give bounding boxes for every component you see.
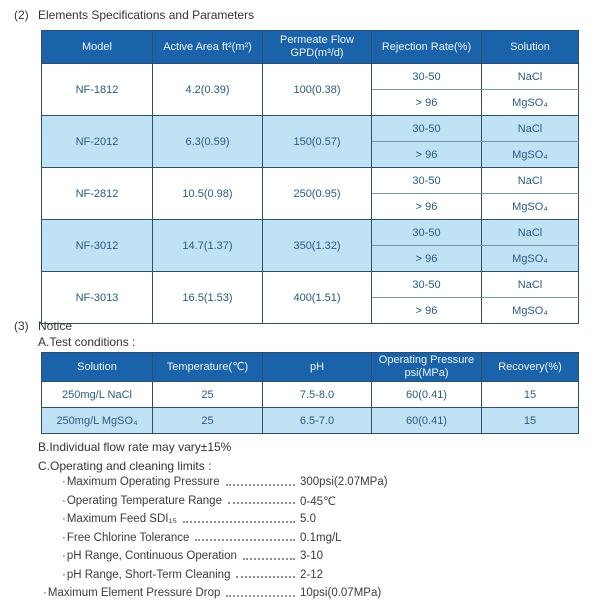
spec-header-permeate-flow: Permeate Flow GPD(m³/d)	[263, 31, 372, 64]
section3-heading	[14, 319, 72, 333]
spec-header-active-area: Active Area ft²(m²)	[153, 31, 263, 64]
bullet-icon: ·	[62, 494, 66, 507]
rejection-rate-cell: 30-50	[372, 168, 482, 194]
limit-label: Maximum Element Pressure Drop	[47, 587, 221, 600]
spec-header-rejection-rate: Rejection Rate(%)	[372, 31, 482, 64]
pressure-cell: 60(0.41)	[372, 408, 482, 434]
limit-label: Free Chlorine Tolerance	[66, 531, 190, 544]
limit-label: pH Range, Short-Term Cleaning	[66, 568, 231, 581]
dotted-leader	[236, 575, 295, 578]
test-header-recovery: Recovery(%)	[482, 353, 579, 382]
dotted-leader	[243, 557, 295, 560]
rejection-rate-cell: 30-50	[372, 64, 482, 90]
rejection-rate-cell: 30-50	[372, 116, 482, 142]
temperature-cell: 25	[153, 382, 263, 408]
model-cell: NF-2012	[42, 116, 153, 168]
flow-variance-note: B.Individual flow rate may vary±15%	[38, 440, 232, 454]
ph-cell: 6.5-7.0	[263, 408, 372, 434]
limit-row	[62, 547, 600, 566]
limit-label: pH Range, Continuous Operation	[66, 550, 237, 563]
section3-title: Notice	[38, 319, 73, 333]
limit-row	[62, 473, 600, 492]
section2-number: (2)	[14, 8, 29, 22]
active-area-cell: 6.3(0.59)	[153, 116, 263, 168]
bullet-icon: ·	[62, 531, 66, 544]
section3-number: (3)	[14, 319, 29, 333]
test-header-solution: Solution	[42, 353, 153, 382]
rejection-rate-cell: > 96	[372, 298, 482, 324]
limit-value: 2-12	[300, 568, 324, 581]
active-area-cell: 14.7(1.37)	[153, 220, 263, 272]
test-header-temperature: Temperature(℃)	[153, 353, 263, 382]
spec-table	[41, 30, 579, 324]
permeate-flow-cell: 400(1.51)	[263, 272, 372, 324]
solution-cell: MgSO₄	[482, 194, 579, 220]
test-header-ph: pH	[263, 353, 372, 382]
operating-limits-list	[0, 473, 600, 600]
solution-cell: 250mg/L NaCl	[42, 382, 153, 408]
model-cell: NF-3013	[42, 272, 153, 324]
solution-cell: NaCl	[482, 64, 579, 90]
test-header-pressure: Operating Pressure psi(MPa)	[372, 353, 482, 382]
active-area-cell: 10.5(0.98)	[153, 168, 263, 220]
table-row	[42, 408, 579, 434]
limit-row	[62, 492, 600, 511]
solution-cell: NaCl	[482, 116, 579, 142]
limit-lead	[62, 476, 300, 488]
table-row	[42, 64, 579, 90]
permeate-flow-cell: 100(0.38)	[263, 64, 372, 116]
solution-cell: MgSO₄	[482, 90, 579, 116]
bullet-icon: ·	[62, 568, 66, 581]
rejection-rate-cell: > 96	[372, 194, 482, 220]
limit-label: Maximum Feed SDI₁₅	[66, 513, 177, 526]
limit-label: Operating Temperature Range	[66, 494, 222, 507]
permeate-flow-cell: 150(0.57)	[263, 116, 372, 168]
limit-lead	[43, 587, 300, 599]
recovery-cell: 15	[482, 382, 579, 408]
spec-header-row	[42, 31, 579, 64]
limit-row	[62, 510, 600, 529]
operating-limits-heading: C.Operating and cleaning limits :	[38, 459, 212, 473]
permeate-flow-cell: 350(1.32)	[263, 220, 372, 272]
dotted-leader	[228, 501, 295, 504]
ph-cell: 7.5-8.0	[263, 382, 372, 408]
solution-cell: MgSO₄	[482, 298, 579, 324]
rejection-rate-cell: 30-50	[372, 272, 482, 298]
rejection-rate-cell: > 96	[372, 90, 482, 116]
solution-cell: MgSO₄	[482, 142, 579, 168]
test-conditions-heading: A.Test conditions :	[38, 335, 136, 349]
model-cell: NF-1812	[42, 64, 153, 116]
dotted-leader	[183, 520, 295, 523]
limit-lead	[62, 513, 300, 525]
recovery-cell: 15	[482, 408, 579, 434]
section2-title: Elements Specifications and Parameters	[38, 8, 255, 22]
rejection-rate-cell: > 96	[372, 142, 482, 168]
pressure-cell: 60(0.41)	[372, 382, 482, 408]
solution-cell: 250mg/L MgSO₄	[42, 408, 153, 434]
table-row	[42, 168, 579, 194]
table-row	[42, 220, 579, 246]
solution-cell: NaCl	[482, 272, 579, 298]
test-header-row	[42, 353, 579, 382]
limit-row	[62, 566, 600, 585]
limit-row	[43, 584, 600, 600]
limit-value: 300psi(2.07MPa)	[300, 476, 388, 489]
solution-cell: NaCl	[482, 220, 579, 246]
table-row	[42, 272, 579, 298]
limit-value: 5.0	[300, 513, 316, 526]
solution-cell: MgSO₄	[482, 246, 579, 272]
bullet-icon: ·	[62, 513, 66, 526]
active-area-cell: 4.2(0.39)	[153, 64, 263, 116]
section2-heading	[14, 8, 254, 22]
limit-value: 3-10	[300, 550, 324, 563]
dotted-leader	[195, 538, 295, 541]
limit-lead	[62, 532, 300, 544]
rejection-rate-cell: 30-50	[372, 220, 482, 246]
model-cell: NF-2812	[42, 168, 153, 220]
spec-header-model: Model	[42, 31, 153, 64]
solution-cell: NaCl	[482, 168, 579, 194]
bullet-icon: ·	[62, 550, 66, 563]
limit-lead	[62, 569, 300, 581]
limit-lead	[62, 495, 300, 507]
temperature-cell: 25	[153, 408, 263, 434]
limit-value: 10psi(0.07MPa)	[300, 587, 382, 600]
active-area-cell: 16.5(1.53)	[153, 272, 263, 324]
test-conditions-table	[41, 352, 579, 434]
bullet-icon: ·	[62, 476, 66, 489]
table-row	[42, 116, 579, 142]
rejection-rate-cell: > 96	[372, 246, 482, 272]
model-cell: NF-3012	[42, 220, 153, 272]
dotted-leader	[226, 483, 295, 486]
permeate-flow-cell: 250(0.95)	[263, 168, 372, 220]
spec-header-solution: Solution	[482, 31, 579, 64]
dotted-leader	[226, 594, 295, 597]
table-row	[42, 382, 579, 408]
bullet-icon: ·	[43, 587, 47, 600]
limit-lead	[62, 550, 300, 562]
limit-row	[62, 529, 600, 548]
limit-value: 0.1mg/L	[300, 531, 342, 544]
limit-value: 0-45℃	[300, 495, 336, 508]
limit-label: Maximum Operating Pressure	[66, 476, 220, 489]
